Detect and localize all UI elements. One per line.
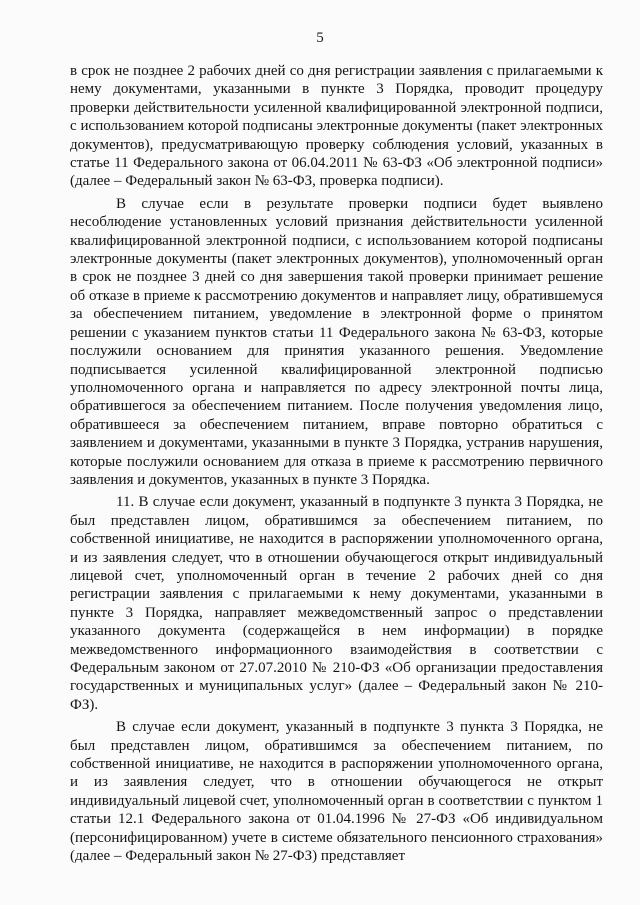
page-number: 5 <box>316 30 324 46</box>
document-body <box>70 62 603 865</box>
paragraph-continuation: в срок не позднее 2 рабочих дней со дня регистрации заявления с прилагаемыми к нему документами, указанными в пункте 3 Порядка, проводит процедуру проверки действительности усиленной квалифицированной электронной подписи, с использованием которой подписаны электронные документы (пакет электронных документов), предусматривающую проверку соблюдения условий, указанных в статье 11 Федерального закона от 06.04.2011 № 63-ФЗ «Об электронной подписи» (далее – Федеральный закон № 63-ФЗ, проверка подписи). <box>70 63 603 190</box>
paragraph-no-personal-account: В случае если документ, указанный в подпункте 3 пункта 3 Порядка, не был представлен лицом, обратившимся за обеспечением питанием, по собственной инициативе, не находится в распоряжении уполномоченного органа, и из заявления следует, что в отношении обучающегося не открыт индивидуальный лицевой счет, уполномоченный орган в соответствии с пунктом 1 статьи 12.1 Федерального закона от 01.04.1996 № 27-ФЗ «Об индивидуальном (персонифицированном) учете в системе обязательного пенсионного страхования» (далее – Федеральный закон № 27-ФЗ) представляет <box>70 719 603 865</box>
paragraph-signature-check-failure: В случае если в результате проверки подписи будет выявлено несоблюдение установленных условий признания действительности усиленной квалифицированной электронной подписи, с использованием которой подписаны электронные документы (пакет электронных документов), уполномоченный орган в срок не позднее 3 дней со дня завершения такой проверки принимает решение об отказе в приеме к рассмотрению документов и направляет лицу, обратившемуся за обеспечением питанием, уведомление в электронной форме о принятом решении с указанием пунктов статьи 11 Федерального закона № 63-ФЗ, которые послужили основанием для принятия указанного решения. Уведомление подписывается усиленной квалифицированной электронной подписью уполномоченного органа и направляется по адресу электронной почты лица, обратившегося за обеспечением питанием. После получения уведомления лицо, обратившееся за обеспечением питанием, вправе повторно обратиться с заявлением и документами, указанными в пункте 3 Порядка, устранив нарушения, которые послужили основанием для отказа в приеме к рассмотрению первичного заявления и документов, указанных в пункте 3 Порядка. <box>70 195 603 488</box>
paragraph-item-11: 11. В случае если документ, указанный в подпункте 3 пункта 3 Порядка, не был представлен лицом, обратившимся за обеспечением питанием, по собственной инициативе, не находится в распоряжении уполномоченного органа, и из заявления следует, что в отношении обучающегося открыт индивидуальный лицевой счет, уполномоченный орган в течение 2 рабочих дней со дня регистрации заявления с прилагаемыми к нему документами, указанными в пункте 3 Порядка, направляет межведомственный запрос о представлении указанного документа (содержащейся в нем информации) в порядке межведомственного информационного взаимодействия в соответствии с Федеральным законом от 27.07.2010 № 210-ФЗ «Об организации предоставления государственных и муниципальных услуг» (далее – Федеральный закон № 210-ФЗ). <box>70 494 603 713</box>
